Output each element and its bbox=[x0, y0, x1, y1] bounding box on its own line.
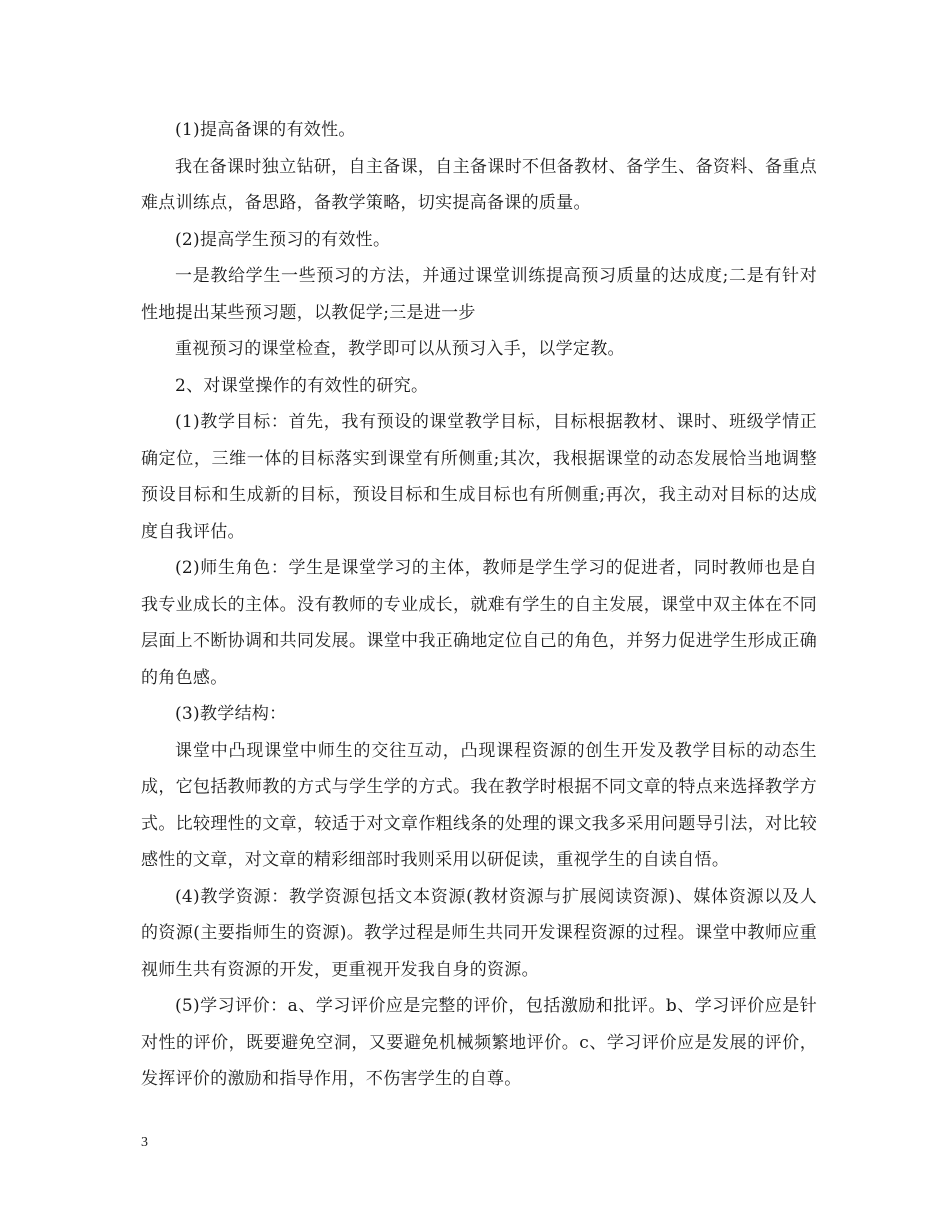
paragraph-6: 2、对课堂操作的有效性的研究。 bbox=[175, 375, 429, 396]
paragraph-4: 一是教给学生一些预习的方法，并通过课堂训练提高预习质量的达成度;二是有针对性地提出某些预习题，以教促学;三是进一步 bbox=[141, 266, 817, 323]
paragraph-12: (5)学习评价：a、学习评价应是完整的评价，包括激励和批评。b、学习评价应是针对性的评价，既要避免空洞，又要避免机械频繁地评价。c、学习评价应是发展的评价，发挥评价的激励和指导作用，不伤害学生的自尊。 bbox=[141, 996, 817, 1089]
document-body bbox=[141, 112, 817, 1098]
paragraph-1: (1)提高备课的有效性。 bbox=[175, 120, 356, 140]
paragraph-5: 重视预习的课堂检查，教学即可以从预习入手，以学定教。 bbox=[175, 339, 625, 359]
page-number: 3 bbox=[141, 1135, 148, 1150]
paragraph-2: 我在备课时独立钻研，自主备课，自主备课时不但备教材、备学生、备资料、备重点难点训练点，备思路，备教学策略，切实提高备课的质量。 bbox=[141, 156, 817, 213]
paragraph-10: 课堂中凸现课堂中师生的交往互动，凸现课程资源的创生开发及教学目标的动态生成，它包括教师教的方式与学生学的方式。我在教学时根据不同文章的特点来选择教学方式。比较理性的文章，较适于对文章作粗线条的处理的课文我多采用问题导引法，对比较感性的文章，对文章的精彩细部时我则采用以研促读，重视学生的自读自悟。 bbox=[141, 740, 817, 870]
paragraph-7: (1)教学目标：首先，我有预设的课堂教学目标，目标根据教材、课时、班级学情正确定位，三维一体的目标落实到课堂有所侧重;其次，我根据课堂的动态发展恰当地调整预设目标和生成新的目标，预设目标和生成目标也有所侧重;再次，我主动对目标的达成度自我评估。 bbox=[141, 412, 817, 542]
paragraph-11: (4)教学资源：教学资源包括文本资源(教材资源与扩展阅读资源)、媒体资源以及人的资源(主要指师生的资源)。教学过程是师生共同开发课程资源的过程。课堂中教师应重视师生共有资源的开发，更重视开发我自身的资源。 bbox=[141, 886, 817, 980]
paragraph-3: (2)提高学生预习的有效性。 bbox=[175, 229, 391, 250]
paragraph-8: (2)师生角色：学生是课堂学习的主体，教师是学生学习的促进者，同时教师也是自我专业成长的主体。没有教师的专业成长，就难有学生的自主发展，课堂中双主体在不同层面上不断协调和共同发展。课堂中我正确地定位自己的角色，并努力促进学生形成正确的角色感。 bbox=[141, 558, 817, 688]
paragraph-9: (3)教学结构： bbox=[175, 704, 287, 724]
